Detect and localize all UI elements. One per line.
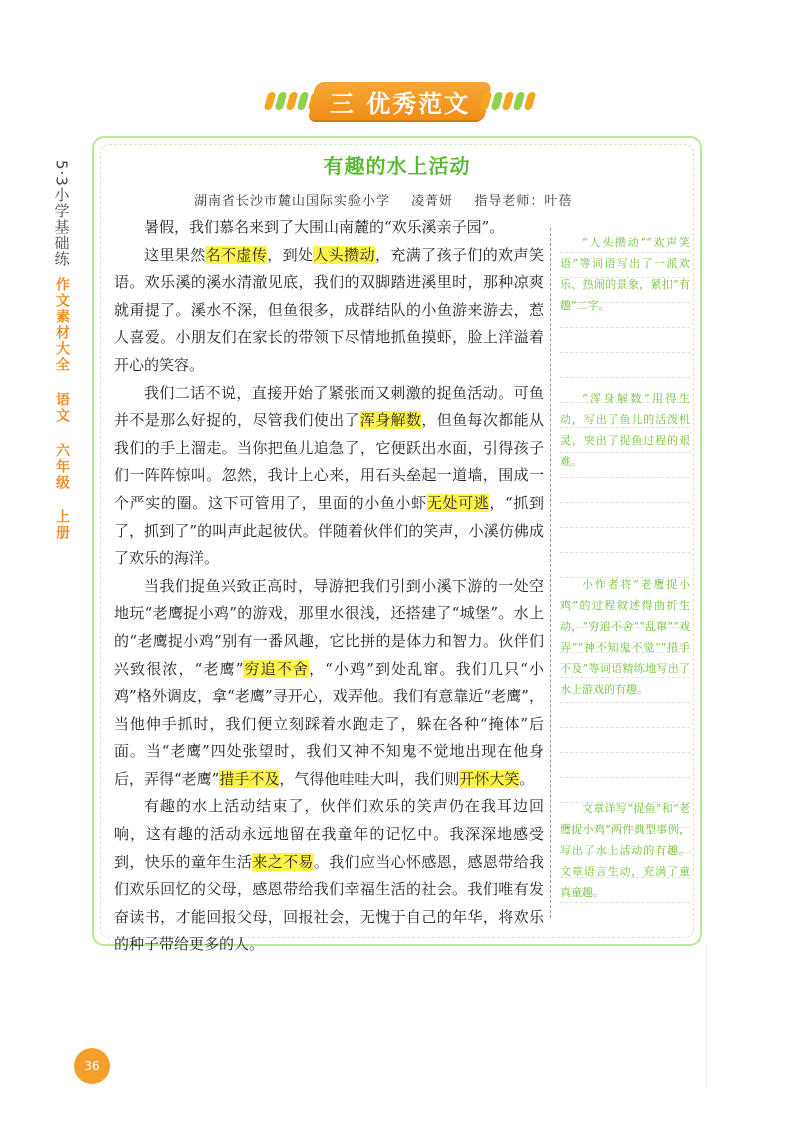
paragraph-2: 这里果然名不虚传，到处人头攒动，充满了孩子们的欢声笑语。欢乐溪的溪水清澈见底，我们的双脚踏进溪里时，那种凉爽就甭提了。溪水不深，但鱼很多，成群结队的小鱼游来游去，惹人喜爱。小朋友们在家长的带领下尽情地抓鱼摸虾，脸上洋溢着开心的笑容。 xyxy=(114,245,544,374)
page-edge-line xyxy=(706,946,707,1086)
grade-label: 六年级 xyxy=(54,442,70,491)
column-divider xyxy=(550,228,551,918)
section-title: 三 优秀范文 xyxy=(329,89,471,118)
section-header xyxy=(266,80,534,122)
margin-note-3: 小作者将“老鹰捉小鸡”的过程叙述得曲折生动，“穷追不舍”“乱窜”“戏弄”“神不知鬼不觉”“措手不及”等词语精练地写出了水上游戏的有趣。 xyxy=(560,578,690,696)
subject-label: 语文 xyxy=(54,391,70,424)
decor-dots-right xyxy=(482,92,534,110)
margin-note-1: “人头攒动”“欢声笑语”等词语写出了一派欢乐、热闹的景象，紧扣“有趣”二字。 xyxy=(560,236,690,312)
volume-label: 上册 xyxy=(54,509,70,542)
highlight-phrase: 措手不及 xyxy=(219,769,280,788)
paragraph-1: 暑假，我们慕名来到了大围山南麓的“欢乐溪亲子园”。 xyxy=(144,218,505,236)
highlight-phrase: 人头攒动 xyxy=(313,245,375,264)
paragraph-3: 我们二话不说，直接开始了紧张而又刺激的捉鱼活动。可鱼并不是那么好捉的，尽管我们使出了浑身解数，但鱼每次都能从我们的手上溜走。当你把鱼儿追急了，它便跃出水面，引得孩子们一阵阵惊叫。忽然，我计上心来，用石头垒起一道墙，围成一个严实的圈。这下可管用了，里面的小鱼小虾无处可逃，“抓到了，抓到了”的叫声此起彼伏。伴随着伙伴们的笑声，小溪仿佛成了欢乐的海洋。 xyxy=(114,383,544,568)
series-name: 作文素材大全 xyxy=(54,276,70,373)
essay-title: 有趣的水上活动 xyxy=(323,154,471,178)
highlight-phrase: 浑身解数 xyxy=(359,411,422,430)
margin-notes xyxy=(560,228,690,903)
essay-body xyxy=(114,214,544,959)
brand-name: 5·3小学基础练 xyxy=(52,160,71,267)
page-number: 36 xyxy=(74,1048,110,1084)
highlight-phrase: 名不虚传 xyxy=(205,245,268,264)
essay-card xyxy=(92,136,702,954)
highlight-phrase: 穷追不舍 xyxy=(243,659,310,678)
series-info xyxy=(50,277,74,542)
highlight-phrase: 开怀大笑 xyxy=(459,769,520,788)
byline xyxy=(194,190,572,209)
author-name: 凌菁妍 xyxy=(411,194,454,209)
paragraph-4: 当我们捉鱼兴致正高时，导游把我们引到小溪下游的一处空地玩“老鹰捉小鸡”的游戏，那里水很浅，还搭建了“城堡”。水上的“老鹰捉小鸡”别有一番风趣，它比拼的是体力和智力。伙伴们兴致很浓，“老鹰”穷追不舍，“小鸡”到处乱窜。我们几只“小鸡”格外调皮，拿“老鹰”寻开心，戏弄他。我们有意靠近“老鹰”，当他伸手抓时，我们便立刻踩着水跑走了，躲在各种“掩体”后面。当“老鹰”四处张望时，我们又神不知鬼不觉地出现在他身后，弄得“老鹰”措手不及，气得他哇哇大叫，我们则开怀大笑。 xyxy=(114,576,544,788)
school-name: 湖南省长沙市麓山国际实验小学 xyxy=(194,194,391,209)
margin-note-2: “浑身解数”用得生动，写出了鱼儿的活泼机灵，突出了捉鱼过程的艰难。 xyxy=(560,392,690,468)
highlight-phrase: 无处可逃 xyxy=(426,493,490,512)
margin-note-4: 文章详写“捉鱼”和“老鹰捉小鸡”两件典型事例，写出了水上活动的有趣。文章语言生动，充满了童真童趣。 xyxy=(560,802,690,899)
book-spine xyxy=(50,160,74,541)
paragraph-5: 有趣的水上活动结束了，伙伴们欢乐的笑声仍在我耳边回响，这有趣的活动永远地留在我童年的记忆中。我深深地感受到，快乐的童年生活来之不易。我们应当心怀感恩，感恩带给我们欢乐回忆的父母，感恩带给我们幸福生活的社会。我们唯有发奋读书，才能回报父母，回报社会，无愧于自己的年华，将欢乐的种子带给更多的人。 xyxy=(114,797,544,954)
highlight-phrase: 来之不易 xyxy=(252,852,314,871)
teacher-name: 指导老师：叶蓓 xyxy=(474,194,573,209)
